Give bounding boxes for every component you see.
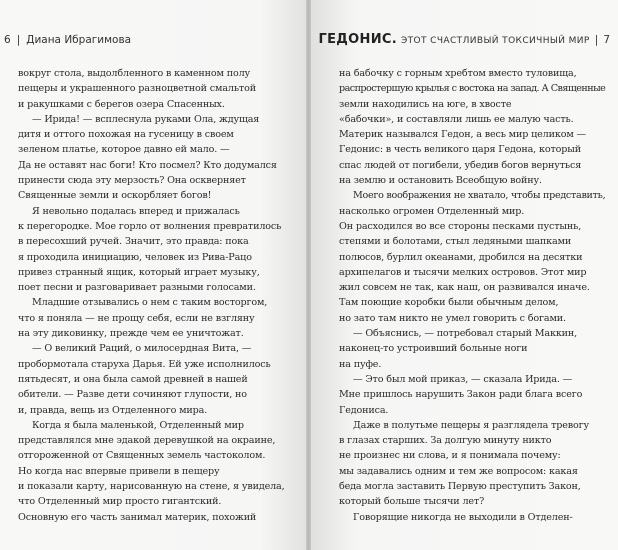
text-line: — Ирида! — всплеснула руками Ола, ждущая <box>32 113 260 125</box>
text-line: я проходила инициацию, человек из Рива-Рацо <box>18 251 252 263</box>
text-line: степями и болотами, стыл ледяными шапками <box>339 236 572 248</box>
text-line: — О великий Раций, о милосердная Вита, — <box>32 343 252 355</box>
text-line: что Отделенный мир просто гигантский. <box>18 496 222 508</box>
left-running-head <box>4 34 131 46</box>
text-line: — Объяснись, — потребовал старый Маккин, <box>353 328 578 340</box>
text-line: но зато там никто не умел говорить с богами. <box>339 312 566 324</box>
text-line: архипелагов и тысячи мелких островов. Этот мир <box>339 266 587 278</box>
text-line: Священные земли и оскорбляет богов! <box>18 190 212 202</box>
text-line: который больше тысячи лет? <box>339 496 485 508</box>
text-line: «бабочки», и составляли лишь ее малую часть. <box>339 113 574 125</box>
text-line: Когда я была маленькой, Отделенный мир <box>32 419 244 431</box>
text-line: на землю и остановить Всеобщую войну. <box>339 175 542 187</box>
book-title: ГЕДОНИС. <box>318 32 397 47</box>
text-line: и показали карту, нарисованную на стене, я увидела, <box>18 481 285 493</box>
text-line: на эту диковинку, прежде чем ее уничтожат. <box>18 328 244 340</box>
text-line: Гедонис: в честь великого царя Гедона, который <box>339 144 581 156</box>
text-line: на бабочку с горным хребтом вместо туловища, <box>339 68 577 79</box>
left-page-number: 6 <box>4 34 11 46</box>
text-line: насколько огромен Отделенный мир. <box>339 205 525 217</box>
text-line: Основную его часть занимал материк, похожий <box>18 511 257 523</box>
text-line: обители. — Разве дети сочиняют глупости, но <box>18 389 247 401</box>
text-line: отгороженной от Священных земель частоколом. <box>18 450 266 462</box>
text-line: привез странный ящик, который играет музыку, <box>18 266 260 278</box>
text-line: в глазах старших. За долгую минуту никто <box>339 435 552 447</box>
text-line: зеленом платье, которое давно ей мало. — <box>18 144 230 156</box>
right-page-text <box>339 66 605 525</box>
text-line: спас людей от погибели, убедив богов вернуться <box>339 159 582 171</box>
text-line: Говорящие никогда не выходили в Отделен- <box>353 511 573 523</box>
text-line: Младшие отзывались о нем с таким восторгом, <box>32 297 268 309</box>
text-line: к перегородке. Мое горло от волнения превратилось <box>18 220 282 232</box>
text-line: Он расходился во все стороны песками пустынь, <box>339 220 582 232</box>
text-line: Но когда нас впервые привели в пещеру <box>18 465 220 477</box>
text-line: на пуфе. <box>339 358 382 370</box>
header-separator: | <box>16 34 21 46</box>
text-line: земли находились на юге, в хвосте <box>339 98 512 110</box>
header-separator: | <box>594 34 599 46</box>
text-line: жил совсем не так, как наш, он развивался иначе. <box>339 282 590 294</box>
text-line: Да не оставят нас боги! Кто посмел? Кто додумался <box>18 159 277 171</box>
text-line: что я поняла — не прощу себя, если не взгляну <box>18 312 255 324</box>
text-line: пятьдесят, и она была самой древней в нашей <box>18 373 248 385</box>
text-line: пещеры и украшенного разноцветной смальтой <box>18 83 256 95</box>
right-running-head <box>319 32 610 47</box>
left-page <box>0 0 306 550</box>
text-line: полюсов, бурлил океанами, дробился на десятки <box>339 251 583 263</box>
text-line: представлялся мне эдакой деревушкой на окраине, <box>18 435 276 447</box>
text-line: — Это был мой приказ, — сказала Ирида. — <box>353 373 573 385</box>
text-line: Даже в полутьме пещеры я разглядела тревогу <box>353 419 589 431</box>
text-line: вокруг стола, выдолбленного в каменном полу <box>18 68 251 79</box>
text-line: поет песни и разговаривает разными голосами. <box>18 282 256 294</box>
text-line: Моего воображения не хватало, чтобы представить, <box>353 190 606 202</box>
text-line: Гедониса. <box>339 404 389 416</box>
text-line: в пересохший ручей. Значит, это правда: пока <box>18 236 249 248</box>
text-line: мы задавались одним и тем же вопросом: какая <box>339 465 578 477</box>
text-line: Материк назывался Гедон, а весь мир целиком — <box>339 129 586 141</box>
text-line: Мне пришлось нарушить Закон ради блага всего <box>339 389 583 401</box>
right-page <box>311 0 618 550</box>
text-line: не произнес ни слова, и я понимала почему: <box>339 450 561 462</box>
text-line: и, правда, вещь из Отделенного мира. <box>18 404 208 416</box>
book-subtitle: ЭТОТ СЧАСТЛИВЫЙ ТОКСИЧНЫЙ МИР <box>400 36 590 46</box>
text-line: наконец-то устроивший больные ноги <box>339 343 528 355</box>
text-line: и ракушками с берегов озера Спасенных. <box>18 98 225 110</box>
text-line: беда могла заставить Первую преступить Закон, <box>339 481 581 493</box>
text-line: принести сюда эту мерзость? Она оскверняет <box>18 175 246 187</box>
author-name: Диана Ибрагимова <box>26 34 132 46</box>
text-line: Там поющие коробки были обычным делом, <box>339 297 559 309</box>
left-page-text <box>18 66 288 525</box>
text-line: пробормотала старуха Дарья. Ей уже исполнилось <box>18 358 271 370</box>
text-line: Я невольно подалась вперед и прижалась <box>32 205 240 217</box>
text-line: дитя и оттого похожая на гусеницу в своем <box>18 129 234 141</box>
right-page-number: 7 <box>603 34 610 46</box>
text-line: распростершую крылья с востока на запад. А Священные <box>339 83 606 95</box>
